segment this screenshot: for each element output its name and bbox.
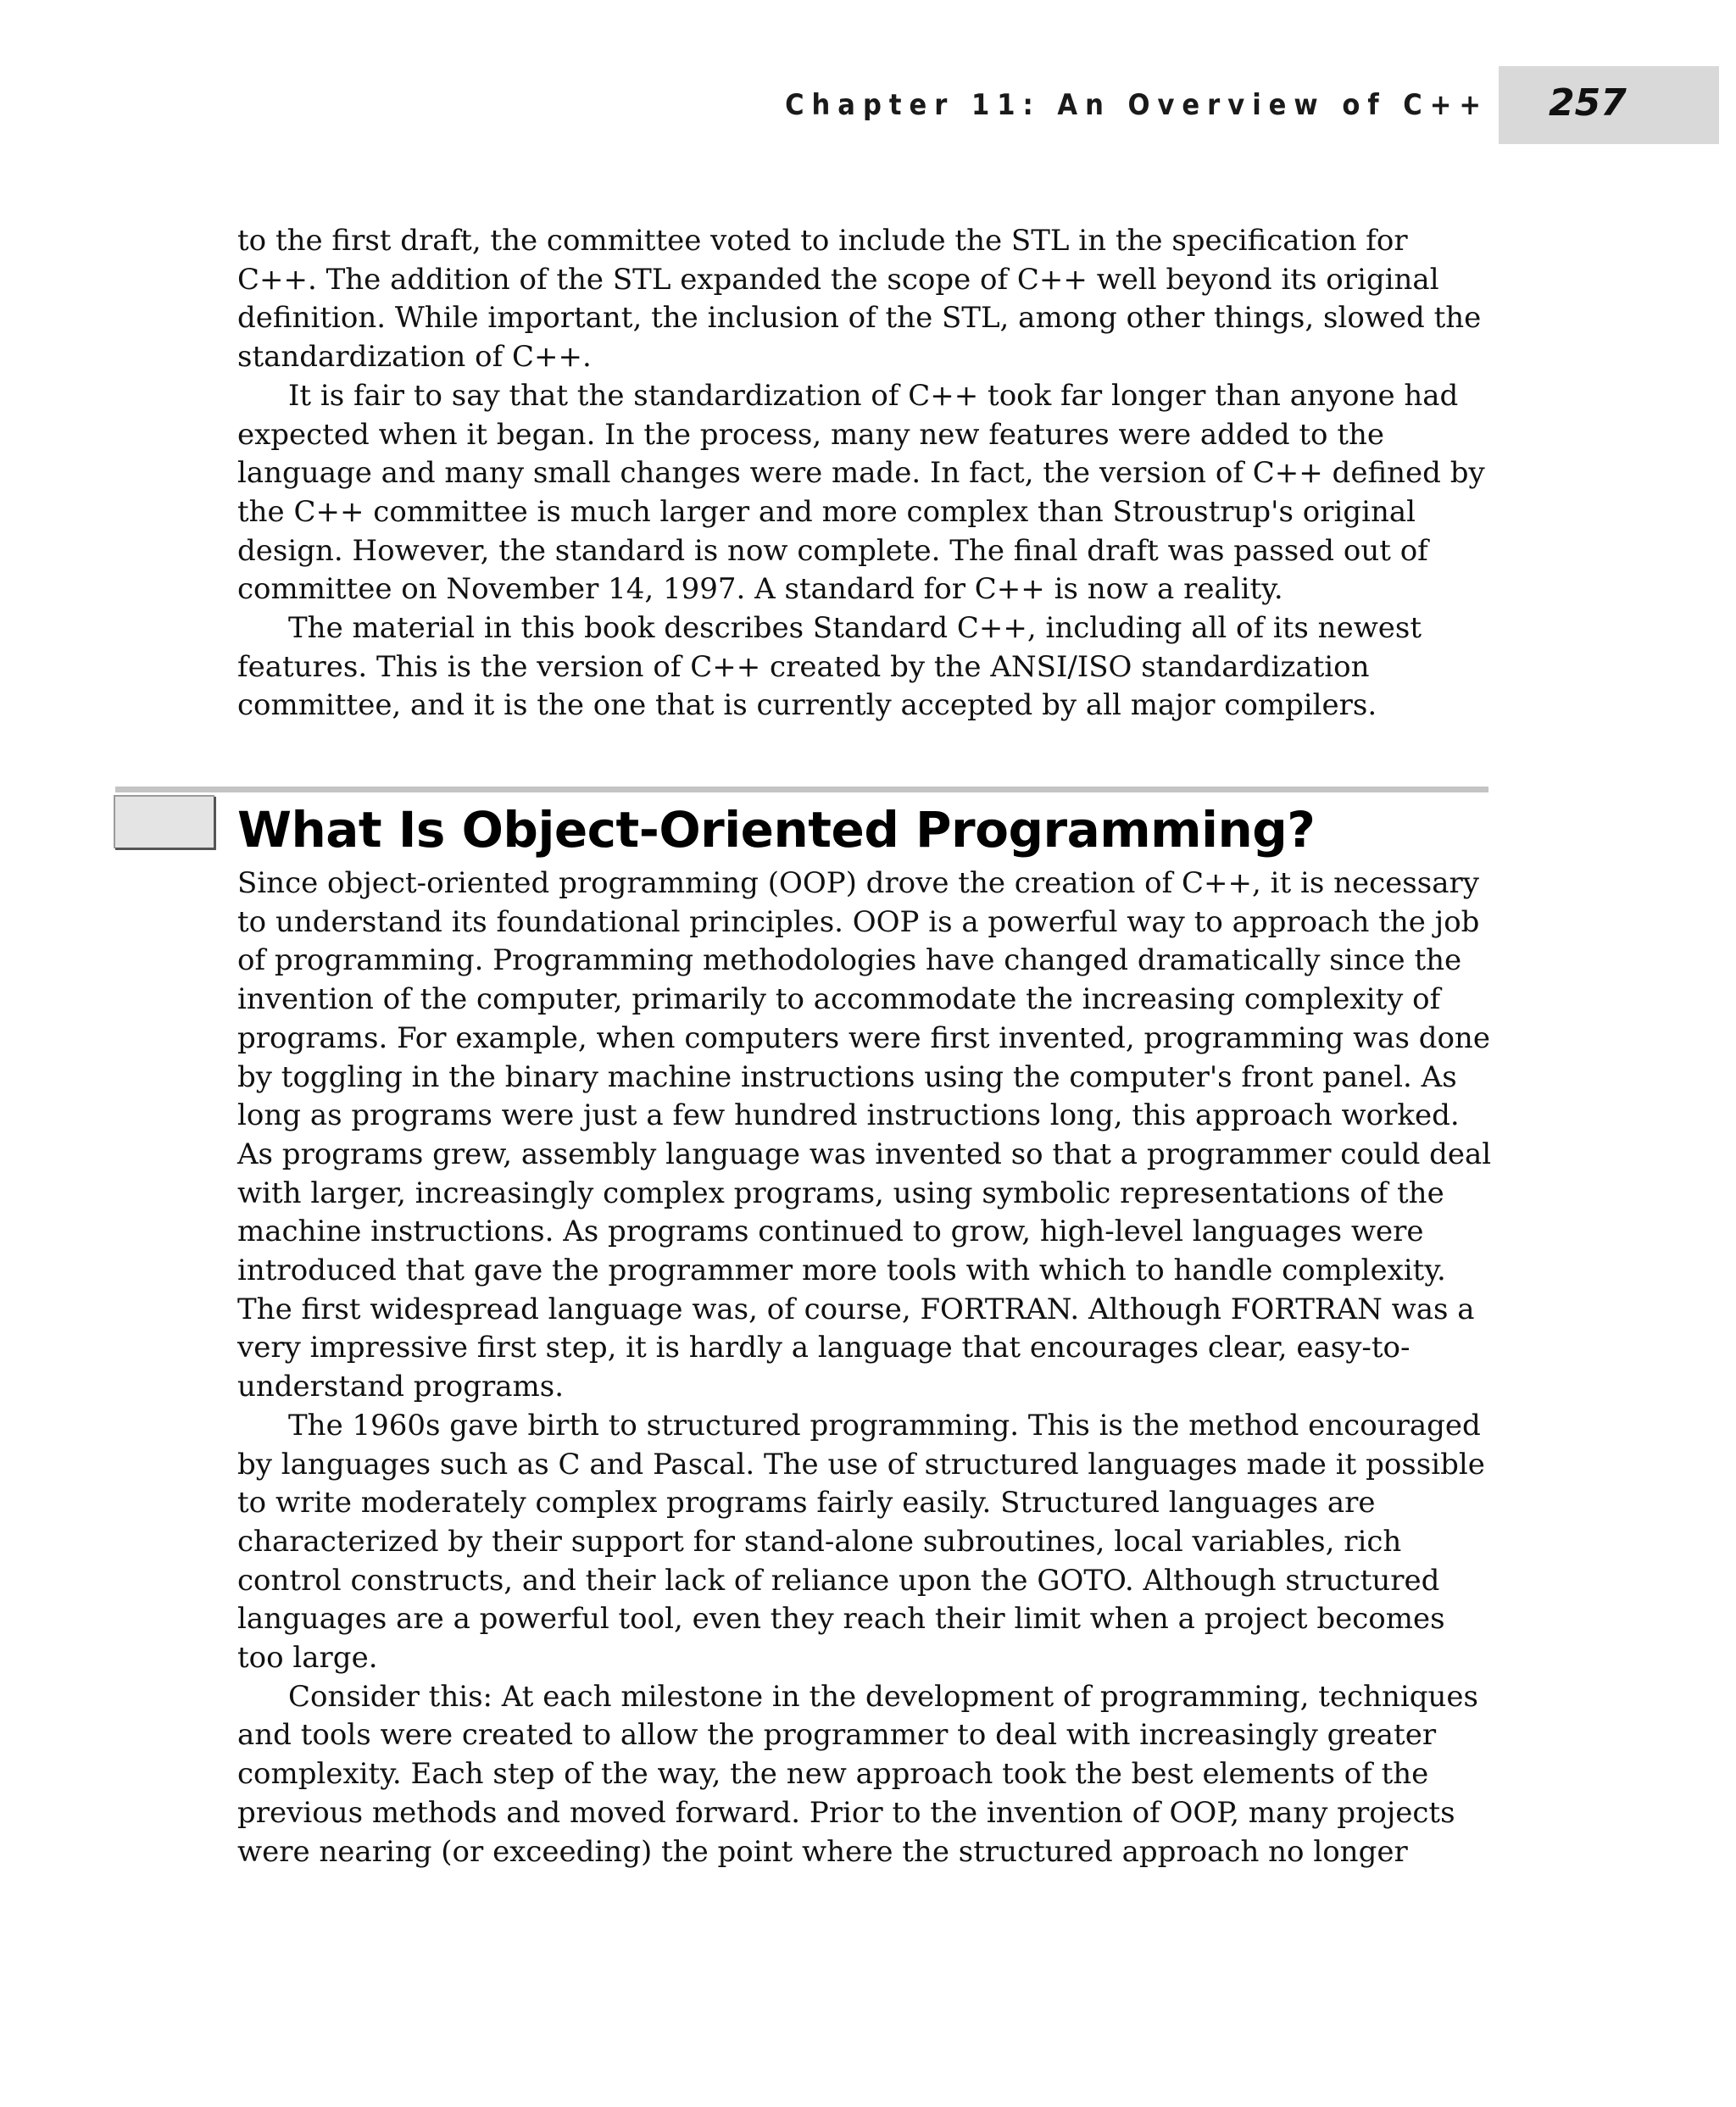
paragraph: The 1960s gave birth to structured programming. This is the method encouraged by languages such as C and Pascal. The use of structured languages made it possible to write moderately complex programs fairly easily. Structured languages are characterized by their support for stand-alone subroutines, local variables, rich control constructs, and their lack of reliance upon the GOTO. Although structured languages are a powerful tool, even they reach their limit when a project becomes too large. bbox=[237, 1408, 1485, 1676]
paragraph: It is fair to say that the standardization of C++ took far longer than anyone had expected when it began. In the process, many new features were added to the language and many small changes were made. In fact, the version of C++ defined by the C++ committee is much larger and more complex than Stroustrup's original design. However, the standard is now complete. The final draft was passed out of committee on November 14, 1997. A standard for C++ is now a reality. bbox=[237, 378, 1485, 607]
body-text-section bbox=[237, 864, 1492, 1871]
running-head: Chapter 11: An Overview of C++ bbox=[785, 88, 1488, 122]
paragraph: Consider this: At each milestone in the development of programming, techniques and tools were created to allow the programmer to deal with increasingly greater complexity. Each step of the way, the new approach took the best elements of the previous methods and moved forward. Prior to the invention of OOP, many projects were nearing (or exceeding) the point where the structured approach no longer bbox=[237, 1679, 1478, 1869]
paragraph: to the first draft, the committee voted to include the STL in the specification for C++. The addition of the STL expanded the scope of C++ well beyond its original definition. While important, the inclusion of the STL, among other things, slowed the standardization of C++. bbox=[237, 224, 1482, 375]
body-text-upper bbox=[237, 222, 1492, 725]
section-heading: What Is Object-Oriented Programming? bbox=[237, 801, 1316, 859]
paragraph: The material in this book describes Standard C++, including all of its newest features. This is the version of C++ created by the ANSI/ISO standardization committee, and it is the one that is currently accepted by all major compilers. bbox=[237, 611, 1422, 723]
page-number: 257 bbox=[1549, 81, 1627, 125]
section-marker-box bbox=[115, 797, 216, 850]
section-rule bbox=[115, 787, 1488, 792]
page-number-tab bbox=[1499, 66, 1719, 144]
paragraph: Since object-oriented programming (OOP) drove the creation of C++, it is necessary to understand its foundational principles. OOP is a powerful way to approach the job of programming. Programming methodologies have changed dramatically since the invention of the computer, primarily to accommodate the increasing complexity of programs. For example, when computers were first invented, programming was done by toggling in the binary machine instructions using the computer's front panel. As long as programs were just a few hundred instructions long, this approach worked. As programs grew, assembly language was invented so that a programmer could deal with larger, increasingly complex programs, using symbolic representations of the machine instructions. As programs continued to grow, high-level languages were introduced that gave the programmer more tools with which to handle complexity. The first widespread language was, of course, FORTRAN. Although FORTRAN was a very impressive first step, it is hardly a language that encourages clear, easy-to-understand programs. bbox=[237, 866, 1492, 1404]
